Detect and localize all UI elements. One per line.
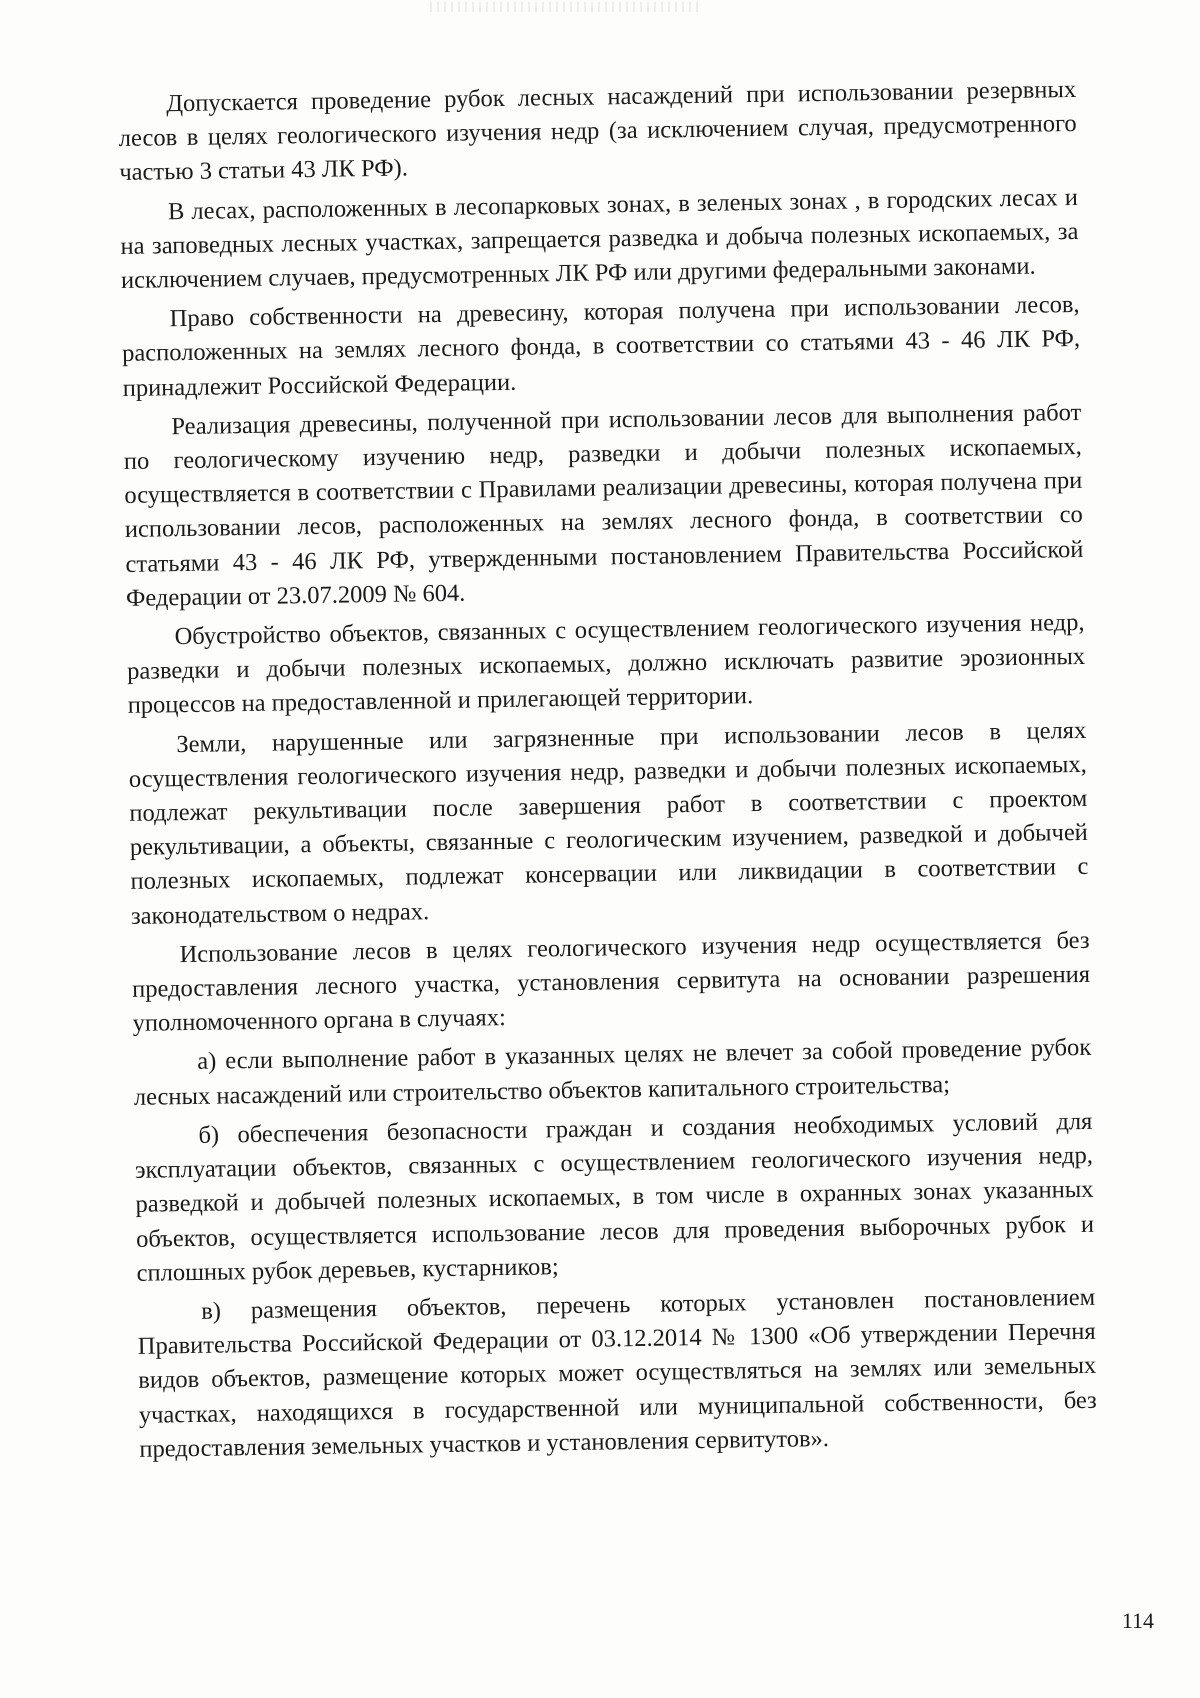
list-item-b: б) обеспечения безопасности граждан и создания необходимых условий для эксплуатации объектов, связанных с осуществлением геологического изучения недр, разведкой и добычей полезных ископаемых, в том числе в охранных зонах указанных объектов, осуществляется использование лесов для проведения выборочных рубок и сплошных рубок деревьев, кустарников; [134,1107,1095,1287]
list-item-c: в) размещения объектов, перечень которых установлен постановлением Правительства Российской Федерации от 03.12.2014 № 1300 «Об утверждении Перечня видов объектов, размещение которых может осуществляться на землях или земельных участках, находящихся в государственной или муниципальной собственности, без предоставления земельных участков и установления сервитутов». [137,1283,1097,1463]
paragraph-erosion-prevention: Обустройство объектов, связанных с осуществлением геологического изучения недр, разведки и добычи полезных ископаемых, должно исключать развитие эрозионных процессов на предоставленной и прилегающей территории. [126,608,1086,720]
paragraph-timber-ownership: Право собственности на древесину, которая получена при использовании лесов, расположенных на землях лесного фонда, в соответствии со статьями 43 - 46 ЛК РФ, принадлежит Российской Федерации. [121,291,1081,402]
scan-artifact [430,2,700,12]
paragraph-timber-sale: Реализация древесины, полученной при использовании лесов для выполнения работ по геологическому изучению недр, разведки и добычи полезных ископаемых, осуществляется в соответствии с Правилами реализации древесины, которая получена при использовании лесов, расположенных на землях лесного фонда, в соответствии со статьями 43 - 46 ЛК РФ, утвержденными постановлением Правительства Российской Федерации от 23.07.2009 № 604. [123,398,1084,612]
paragraph-mining-prohibition: В лесах, расположенных в лесопарковых зонах, в зеленых зонах , в городских лесах и на заповедных лесных участках, запрещается разведка и добыча полезных ископаемых, за исключением случаев, предусмотренных ЛК РФ или другими федеральными законами. [120,183,1079,294]
paragraph-logging-reserve-forests: Допускается проведение рубок лесных насаждений при использовании резервных лесов в целях геологического изучения недр (за исключением случая, предусмотренного частью 3 статьи 43 ЛК РФ). [118,75,1077,187]
list-item-a: а) если выполнение работ в указанных целях не влечет за собой проведение рубок лесных насаждений или строительство объектов капитального строительства; [133,1034,1092,1111]
body-text [118,73,1098,1472]
paragraph-land-recultivation: Земли, нарушенные или загрязненные при использовании лесов в целях осуществления геологического изучения недр, разведки и добычи полезных ископаемых, подлежат рекультивации после завершения работ в соответствии с проектом рекультивации, а объекты, связанные с геологическим изучением, разведкой и добычей полезных ископаемых, подлежат консервации или ликвидации в соответствии с законодательством о недрах. [128,716,1089,930]
paragraph-use-without-plot: Использование лесов в целях геологического изучения недр осуществляется без предоставления лесного участка, установления сервитута на основании разрешения уполномоченного органа в случаях: [131,926,1091,1038]
page-number: 114 [1121,1608,1154,1633]
